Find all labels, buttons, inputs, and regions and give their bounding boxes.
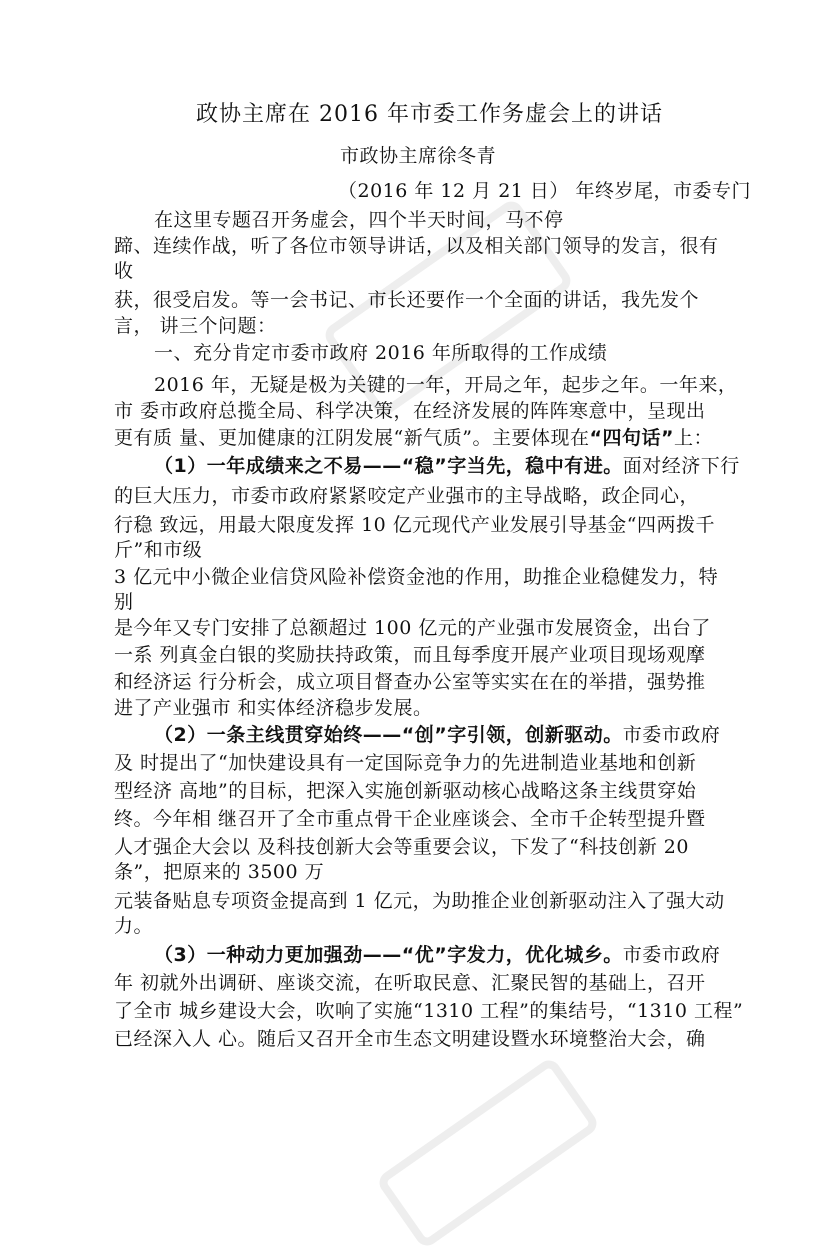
- body-line: 及 时提出了“加快建设具有一定国际竞争力的先进制造业基地和创新: [114, 752, 697, 774]
- body-text: 市委市政府: [622, 944, 721, 966]
- body-line: 行稳 致远，用最大限度发挥 10 亿元现代产业发展引导基金“四两拨千: [114, 514, 716, 536]
- body-text: 更有质 量、更加健康的江阴发展“新气质”。主要体现在: [114, 427, 590, 449]
- body-text: 面对经济下行: [622, 455, 740, 477]
- subsection-heading: （3）一种动力更加强劲——“优”字发力，优化城乡。: [154, 944, 623, 966]
- body-line: [114, 425, 713, 451]
- body-line: 年 初就外出调研、座谈交流，在听取民意、汇聚民智的基础上，召开: [114, 972, 706, 994]
- body-line: 在这里专题召开务虚会，四个半天时间，马不停: [154, 209, 564, 231]
- body-line: 市 委市政府总揽全局、科学决策，在经济发展的阵阵寒意中，呈现出: [114, 400, 706, 422]
- body-line: [154, 453, 740, 479]
- body-line: 2016 年，无疑是极为关键的一年，开局之年，起步之年。一年来，: [154, 374, 738, 396]
- body-line: 型经济 高地”的目标，把深入实施创新驱动核心战略这条主线贯穿始: [114, 780, 697, 802]
- body-text: 市委市政府: [622, 724, 721, 746]
- body-line: 是今年又专门安排了总额超过 100 亿元的产业强市发展资金，出台了: [114, 617, 711, 639]
- body-line: 3 亿元中小微企业信贷风险补偿资金池的作用，助推企业稳健发力，特: [114, 566, 719, 588]
- body-line: 言， 讲三个问题：: [114, 315, 277, 337]
- body-text: 上：: [673, 427, 713, 449]
- body-line: 进了产业强市 和实体经济稳步发展。: [114, 697, 433, 719]
- body-line: 了全市 城乡建设大会，吹响了实施“1310 工程”的集结号，“1310 工程”: [114, 1000, 744, 1022]
- body-line: 和经济运 行分析会，成立项目督查办公室等实实在在的举措，强势推: [114, 671, 706, 693]
- body-line: 终。今年相 继召开了全市重点骨干企业座谈会、全市千企转型提升暨: [114, 808, 706, 830]
- body-line: 获，很受启发。等一会书记、市长还要作一个全面的讲话，我先发个: [114, 289, 700, 311]
- document-title: 政协主席在 2016 年市委工作务虚会上的讲话: [196, 102, 663, 127]
- subsection-heading: （2）一条主线贯穿始终——“创”字引领，创新驱动。: [154, 724, 623, 746]
- body-line: 蹄、连续作战，听了各位市领导讲话，以及相关部门领导的发言，很有: [114, 235, 719, 257]
- body-line: （2016 年 12 月 21 日） 年终岁尾，市委专门: [338, 180, 751, 202]
- body-line: 的巨大压力，市委市政府紧紧咬定产业强市的主导战略，政企同心，: [114, 485, 700, 507]
- body-line: [154, 722, 720, 748]
- body-line: 一系 列真金白银的奖励扶持政策，而且每季度开展产业项目现场观摩: [114, 644, 706, 666]
- section-heading: 一、充分肯定市委市政府 2016 年所取得的工作成绩: [154, 342, 608, 364]
- body-line: 收: [114, 260, 134, 282]
- body-line: 条”，把原来的 3500 万: [114, 861, 325, 883]
- body-line: 别: [114, 591, 134, 613]
- subsection-heading: （1）一年成绩来之不易——“稳”字当先，稳中有进。: [154, 455, 623, 477]
- body-line: 元装备贴息专项资金提高到 1 亿元，为助推企业创新驱动注入了强大动: [114, 890, 725, 912]
- body-line: 已经深入人 心。随后又召开全市生态文明建设暨水环境整治大会，确: [114, 1028, 706, 1050]
- emphasis-text: “四句话”: [589, 427, 674, 449]
- body-line: 斤”和市级: [114, 539, 203, 561]
- body-line: 力。: [114, 915, 154, 937]
- document-author: 市政协主席徐冬青: [340, 145, 497, 167]
- body-line: [154, 942, 720, 968]
- body-line: 人才强企大会以 及科技创新大会等重要会议，下发了“科技创新 20: [114, 836, 689, 858]
